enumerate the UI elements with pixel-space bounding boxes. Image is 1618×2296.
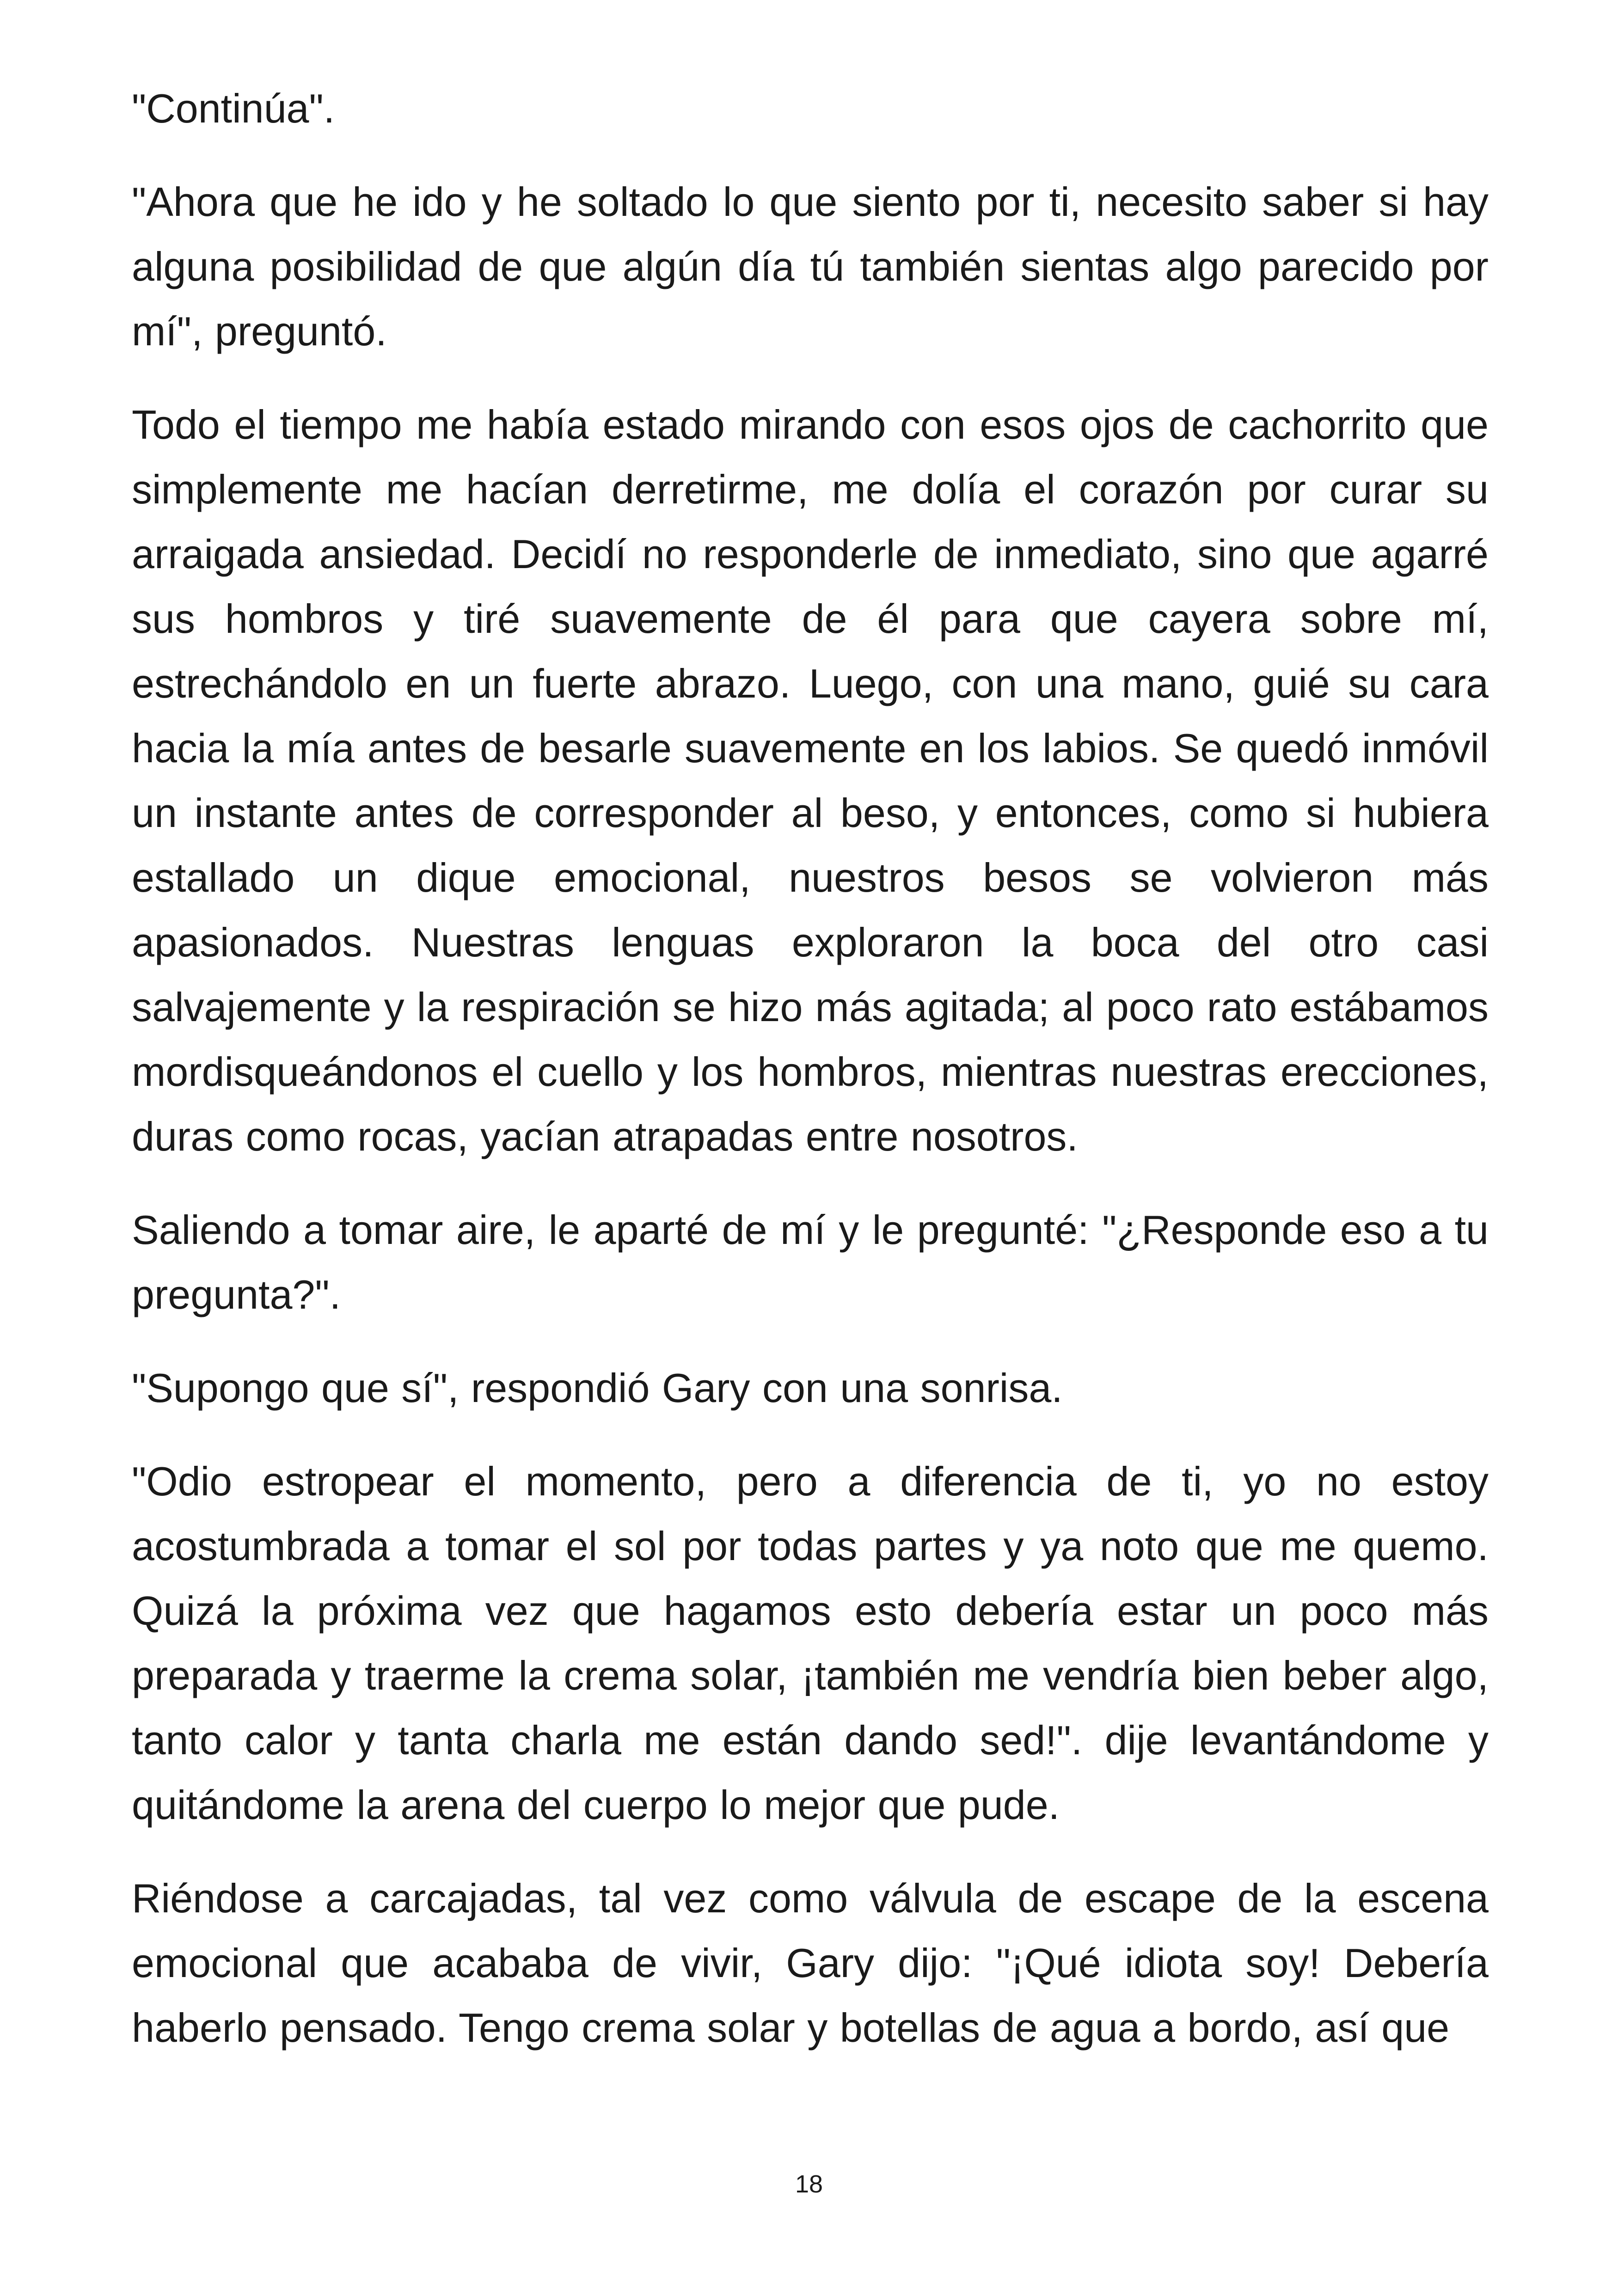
- paragraph: Todo el tiempo me había estado mirando con esos ojos de cachorrito que simplemente me hacían derretirme, me dolía el corazón por curar su arraigada ansiedad. Decidí no responderle de inmediato, sino que agarré sus hombros y tiré suavemente de él para que cayera sobre mí, estrechándolo en un fuerte abrazo. Luego, con una mano, guié su cara hacia la mía antes de besarle suavemente en los labios. Se quedó inmóvil un instante antes de corresponder al beso, y entonces, como si hubiera estallado un dique emocional, nuestros besos se volvieron más apasionados. Nuestras lenguas exploraron la boca del otro casi salvajemente y la respiración se hizo más agitada; al poco rato estábamos mordisqueándonos el cuello y los hombros, mientras nuestras erecciones, duras como rocas, yacían atrapadas entre nosotros.: [132, 402, 1489, 1159]
- body-text: [132, 76, 1489, 2089]
- paragraph: "Odio estropear el momento, pero a diferencia de ti, yo no estoy acostumbrada a tomar el sol por todas partes y ya noto que me quemo. Quizá la próxima vez que hagamos esto debería estar un poco más preparada y traerme la crema solar, ¡también me vendría bien beber algo, tanto calor y tanta charla me están dando sed!". dije levantándome y quitándome la arena del cuerpo lo mejor que pude.: [132, 1458, 1489, 1828]
- paragraph: "Ahora que he ido y he soltado lo que siento por ti, necesito saber si hay alguna posibilidad de que algún día tú también sientas algo parecido por mí", preguntó.: [132, 179, 1489, 354]
- page-number: 18: [795, 2170, 823, 2198]
- paragraph: "Supongo que sí", respondió Gary con una sonrisa.: [132, 1365, 1063, 1411]
- paragraph: "Continúa".: [132, 86, 335, 131]
- paragraph: Saliendo a tomar aire, le aparté de mí y le pregunté: "¿Responde eso a tu pregunta?".: [132, 1207, 1489, 1317]
- paragraph: Riéndose a carcajadas, tal vez como válvula de escape de la escena emocional que acababa de vivir, Gary dijo: "¡Qué idiota soy! Debería haberlo pensado. Tengo crema solar y botellas de agua a bordo, así que: [132, 1875, 1489, 2051]
